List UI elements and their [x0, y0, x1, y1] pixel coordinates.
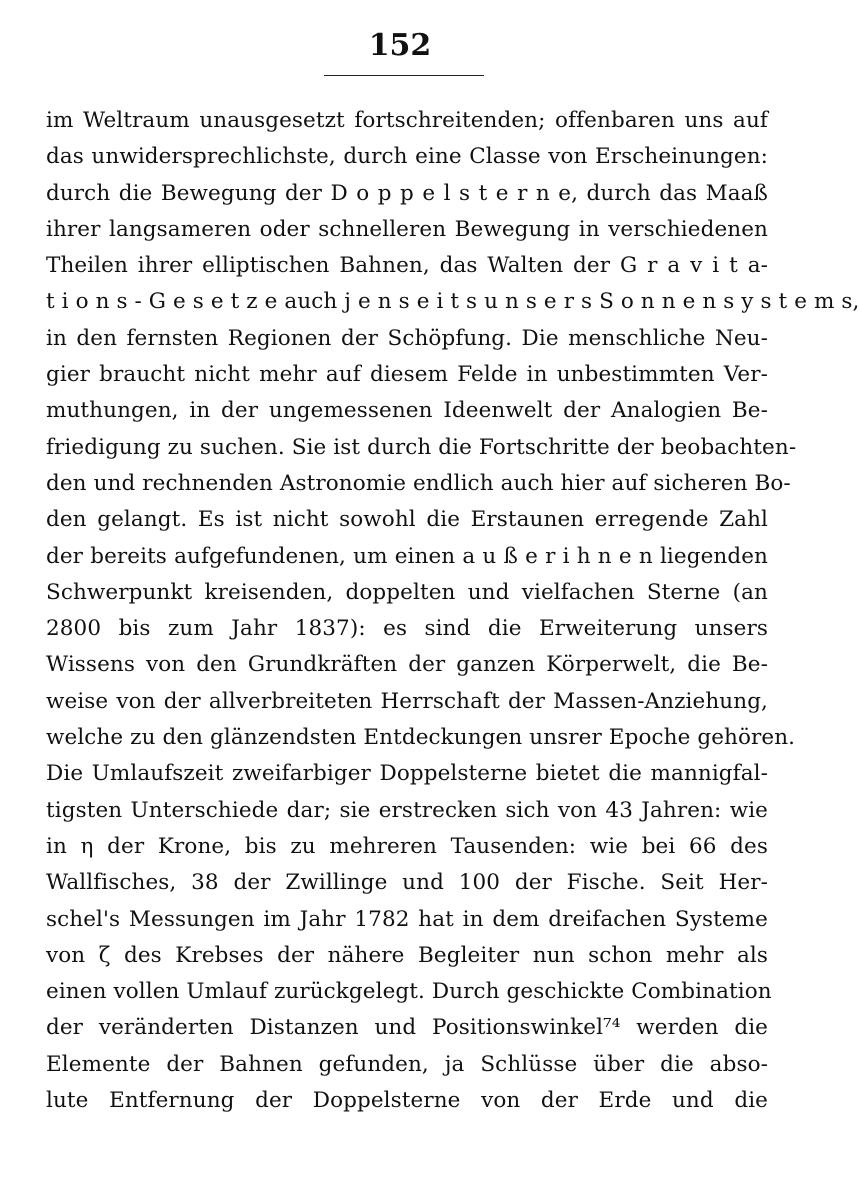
text-line: Wallfisches, 38 der Zwillinge und 100 der Fische. Seit Her- [46, 870, 768, 896]
text-line: den gelangt. Es ist nicht sowohl die Erstaunen erregende Zahl [46, 507, 768, 533]
text-line: von ζ des Krebses der nähere Begleiter nun schon mehr als [46, 942, 768, 968]
body-text [46, 103, 859, 1119]
text-line: gier braucht nicht mehr auf diesem Felde in unbestimmten Ver- [46, 362, 768, 388]
text-line: friedigung zu suchen. Sie ist durch die Fortschritte der beobachten- [46, 434, 797, 460]
text-line: Die Umlaufszeit zweifarbiger Doppelsterne bietet die mannigfal- [46, 761, 768, 787]
text-line: lute Entfernung der Doppelsterne von der Erde und die [46, 1088, 768, 1114]
text-line: im Weltraum unausgesetzt fortschreitenden; offenbaren uns auf [46, 108, 768, 133]
text-line: in η der Krone, bis zu mehreren Tausenden: wie bei 66 des [46, 833, 768, 859]
text-line: in den fernsten Regionen der Schöpfung. Die menschliche Neu- [46, 325, 768, 351]
header-rule [324, 75, 484, 76]
text-line: das unwidersprechlichste, durch eine Classe von Erscheinungen: [46, 144, 768, 170]
text-line: muthungen, in der ungemessenen Ideenwelt der Analogien Be- [46, 398, 768, 424]
text-line: weise von der allverbreiteten Herrschaft der Massen-Anziehung, [46, 688, 768, 714]
text-line: schel's Messungen im Jahr 1782 hat in dem dreifachen Systeme [46, 906, 768, 932]
text-line: der veränderten Distanzen und Positionswinkel⁷⁴ werden die [46, 1015, 768, 1041]
page-number: 152 [368, 28, 432, 63]
text-line: tigsten Unterschiede dar; sie erstrecken sich von 43 Jahren: wie [46, 797, 768, 823]
text-line: Schwerpunkt kreisenden, doppelten und vielfachen Sterne (an [46, 579, 768, 605]
text-line: einen vollen Umlauf zurückgelegt. Durch geschickte Combination [46, 979, 772, 1005]
text-line: den und rechnenden Astronomie endlich auch hier auf sicheren Bo- [46, 470, 791, 496]
text-line: t i o n s - G e s e t z e auch j e n s e i t s u n s e r s S o n n e n s y s t e m s, [46, 289, 859, 315]
text-line: der bereits aufgefundenen, um einen a u ß e r i h n e n liegenden [46, 543, 768, 569]
text-line: durch die Bewegung der D o p p e l s t e r n e, durch das Maaß [46, 180, 768, 206]
text-line: Elemente der Bahnen gefunden, ja Schlüsse über die abso- [46, 1051, 768, 1077]
text-line: ihrer langsameren oder schnelleren Bewegung in verschiedenen [46, 216, 768, 242]
text-line: welche zu den glänzendsten Entdeckungen unsrer Epoche gehören. [46, 725, 796, 751]
text-line: Wissens von den Grundkräften der ganzen Körperwelt, die Be- [46, 652, 768, 678]
text-line: Theilen ihrer elliptischen Bahnen, das Walten der G r a v i t a- [46, 253, 768, 279]
text-line: 2800 bis zum Jahr 1837): es sind die Erweiterung unsers [46, 616, 768, 642]
